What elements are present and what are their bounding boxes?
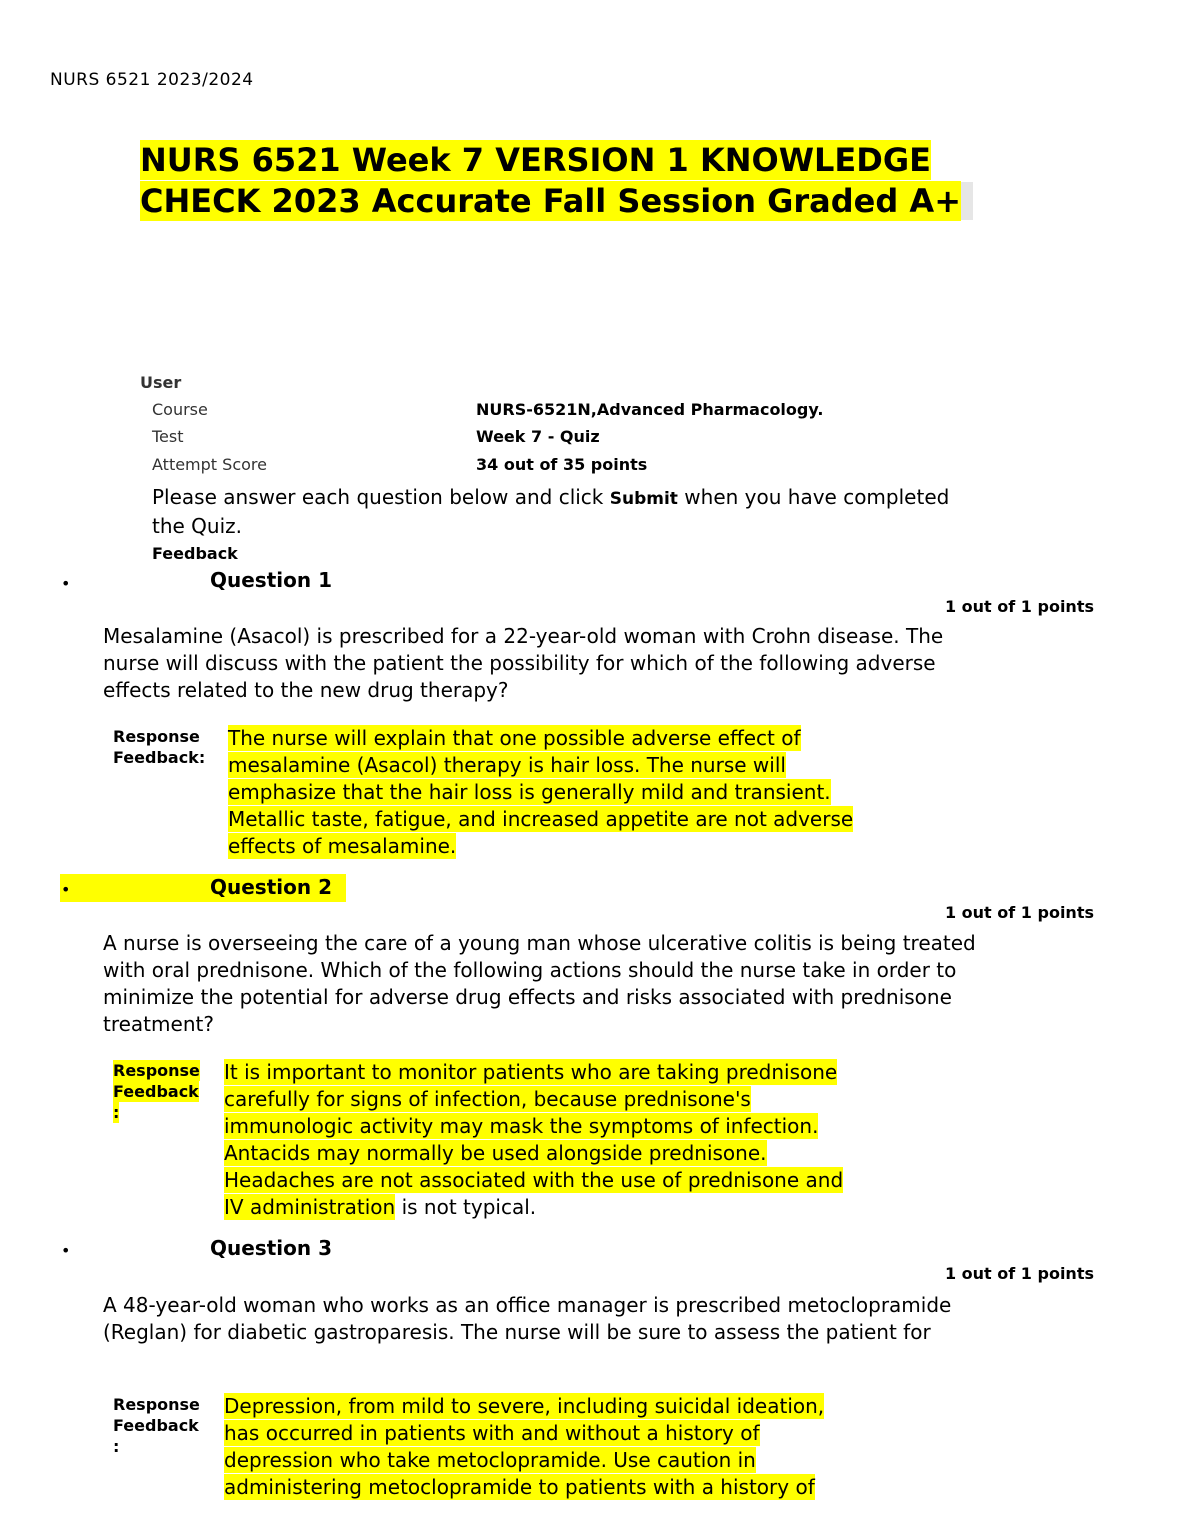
feedback-line: carefully for signs of infection, because prednisone's (224, 1087, 751, 1111)
title-line-1: NURS 6521 Week 7 VERSION 1 KNOWLEDGE (140, 141, 931, 179)
question-3-points: 1 out of 1 points (944, 1264, 1094, 1283)
question-3-response-label (113, 1394, 200, 1457)
test-value: Week 7 - Quiz (476, 427, 600, 446)
feedback-line: IV administration (224, 1195, 396, 1219)
course-label: Course (152, 400, 208, 419)
question-3-title: Question 3 (210, 1236, 332, 1260)
feedback-line: administering metoclopramide to patients with a history of (224, 1475, 815, 1499)
response-label-line-3: : (113, 1437, 120, 1456)
instructions (152, 484, 962, 540)
question-2-text: A nurse is overseeing the care of a young man whose ulcerative colitis is being treated with oral prednisone. Which of the following actions should the nurse take in order to minimize the potential for adverse drug effects and risks associated with prednisone treatment? (103, 931, 976, 1036)
feedback-line: immunologic activity may mask the symptoms of infection. (224, 1114, 819, 1138)
document-header: NURS 6521 2023/2024 (50, 70, 254, 90)
question-1-text: Mesalamine (Asacol) is prescribed for a 22-year-old woman with Crohn disease. The nurse will discuss with the patient the possibility for which of the following adverse effects related to the new drug therapy? (103, 624, 944, 702)
response-label-line-1: Response (113, 1061, 200, 1080)
feedback-line: Metallic taste, fatigue, and increased appetite are not adverse (228, 807, 854, 831)
feedback-line: effects of mesalamine. (228, 834, 457, 858)
instructions-text-after: when you have completed the Quiz. (152, 485, 950, 538)
question-2-response-label (113, 1060, 200, 1123)
feedback-label: Feedback (152, 544, 238, 563)
question-1-points: 1 out of 1 points (944, 597, 1094, 616)
title-tail-mark (961, 182, 973, 220)
feedback-line: depression who take metoclopramide. Use caution in (224, 1448, 756, 1472)
submit-keyword: Submit (609, 489, 678, 509)
test-label: Test (152, 427, 184, 446)
bullet-icon: • (61, 1241, 71, 1260)
question-1-feedback (228, 725, 968, 860)
attempt-score-value: 34 out of 35 points (476, 455, 648, 474)
response-label-line-2: Feedback (113, 1416, 199, 1435)
question-3-feedback (224, 1393, 964, 1501)
bullet-icon: • (61, 574, 71, 593)
attempt-score-label: Attempt Score (152, 455, 267, 474)
user-label: User (140, 373, 182, 392)
feedback-line: emphasize that the hair loss is generally mild and transient. (228, 780, 831, 804)
feedback-line: Headaches are not associated with the use of prednisone and (224, 1168, 844, 1192)
response-label-line-3: : (113, 1103, 120, 1122)
response-label-line-2: Feedback (113, 1082, 199, 1101)
feedback-line: The nurse will explain that one possible adverse effect of (228, 726, 801, 750)
response-label-line-2: Feedback: (113, 748, 206, 767)
response-label-line-1: Response (113, 727, 200, 746)
feedback-line: Antacids may normally be used alongside prednisone. (224, 1141, 767, 1165)
question-1-title: Question 1 (210, 568, 332, 592)
response-label-line-1: Response (113, 1395, 200, 1414)
question-1-response-label (113, 726, 205, 768)
question-2-points: 1 out of 1 points (944, 903, 1094, 922)
feedback-tail: is not typical. (395, 1195, 537, 1219)
question-2-feedback (224, 1059, 964, 1221)
feedback-line: has occurred in patients with and without a history of (224, 1421, 760, 1445)
feedback-line: It is important to monitor patients who are taking prednisone (224, 1060, 838, 1084)
question-2-title: Question 2 (210, 875, 332, 899)
instructions-text-before: Please answer each question below and click (152, 485, 610, 509)
title-line-2: CHECK 2023 Accurate Fall Session Graded A+ (140, 182, 961, 220)
bullet-icon: • (61, 880, 71, 899)
course-value: NURS-6521N,Advanced Pharmacology. (476, 400, 824, 419)
question-3-text: A 48-year-old woman who works as an office manager is prescribed metoclopramide (Reglan) for diabetic gastroparesis. The nurse will be sure to assess the patient for (103, 1293, 952, 1344)
document-title (140, 140, 1010, 222)
feedback-line: mesalamine (Asacol) therapy is hair loss. The nurse will (228, 753, 786, 777)
feedback-line: Depression, from mild to severe, including suicidal ideation, (224, 1394, 825, 1418)
